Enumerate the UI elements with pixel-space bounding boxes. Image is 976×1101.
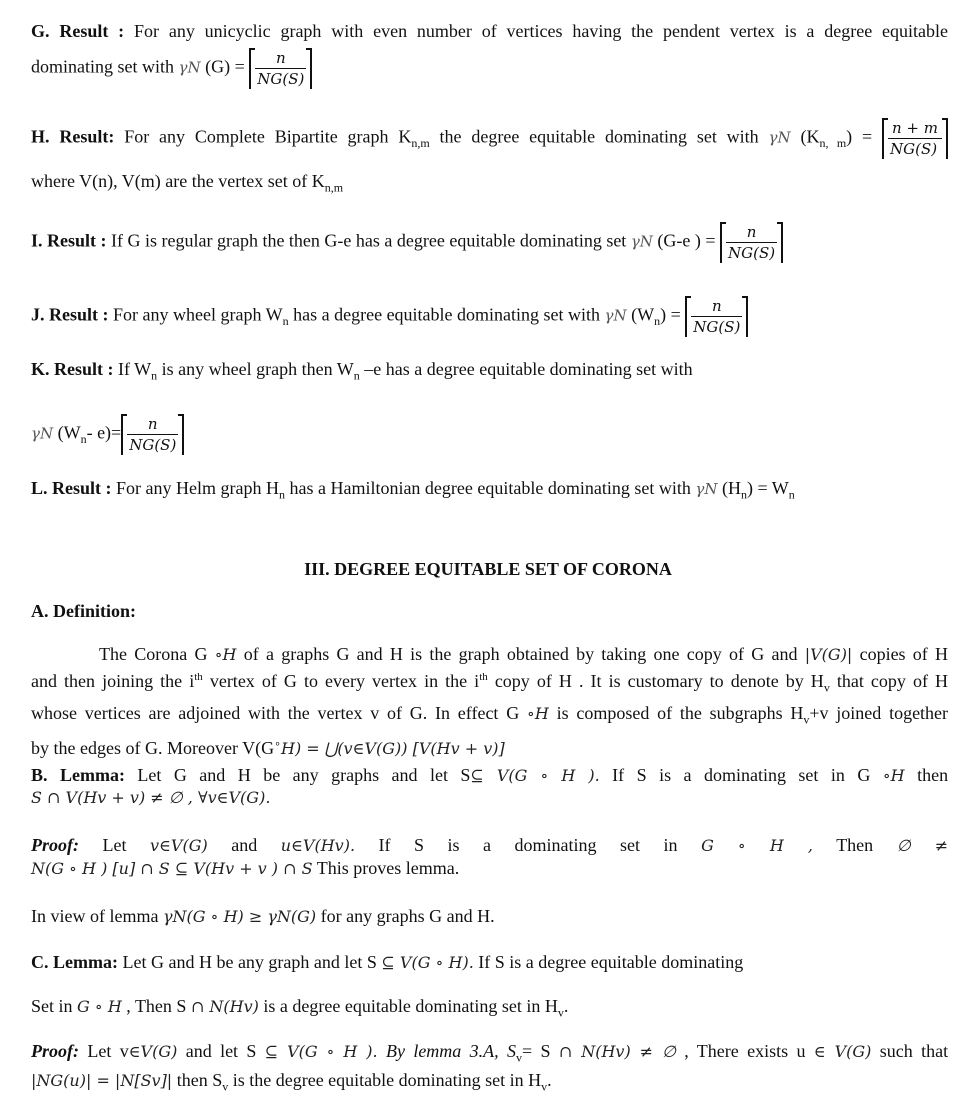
result-j-text: For any wheel graph W: [113, 304, 283, 325]
result-j: [31, 296, 948, 337]
math-expression: ⊆ V(G ∘ H ).: [264, 1042, 378, 1061]
text: Let G and H be any graph and let S: [122, 952, 377, 972]
fraction-numerator: n: [127, 414, 178, 435]
result-l-text2: has a Hamiltonian degree equitable dominating set with: [289, 478, 691, 498]
subscript: v: [803, 712, 810, 727]
math-expression: v∈V(G): [150, 836, 208, 855]
text: is a degree equitable dominating set in H: [263, 996, 558, 1016]
ceiling-fraction: [720, 222, 783, 263]
text: and: [231, 835, 258, 855]
subscript: v: [823, 680, 830, 695]
result-g-arg: (G) =: [205, 56, 245, 77]
math-expression: γN(G ∘ H) ≥ γN(G): [162, 907, 317, 926]
subscript: n: [278, 487, 285, 502]
lemma-c-line1: [31, 951, 948, 974]
result-k-text2: is any wheel graph then W: [161, 359, 354, 379]
fraction-numerator: n: [726, 222, 777, 243]
result-j-text2: has a degree equitable dominating set with: [293, 304, 601, 325]
gamma-symbol: γN: [630, 232, 653, 251]
result-k-line2: [31, 414, 948, 455]
math-expression: N(G ∘ H ) [u] ∩ S ⊆ V(Hv + v ) ∩ S: [31, 859, 313, 878]
section-heading: III. DEGREE EQUITABLE SET OF CORONA: [304, 559, 672, 579]
text: that copy of H: [836, 671, 949, 691]
result-l: [31, 477, 948, 506]
text: such that: [879, 1041, 949, 1061]
result-g-text2: dominating set with: [31, 56, 174, 77]
gamma-symbol: γN: [178, 58, 201, 77]
proof-c: [31, 1040, 948, 1097]
result-k-argend: - e)=: [86, 422, 122, 443]
math-expression: |NG(u)| = |N[Sv]|: [31, 1070, 173, 1090]
result-i-arg: (G-e ) =: [657, 230, 716, 251]
text: by the edges of G. Moreover V(G: [31, 738, 275, 759]
result-h-argend: ) =: [846, 126, 873, 147]
result-h-line1: [31, 118, 948, 159]
result-k-line1: [31, 358, 948, 387]
text: copy of H . It is customary to denote by H: [494, 671, 824, 691]
text: Set in: [31, 996, 73, 1016]
math-expression: ∩ N(Hv): [190, 997, 259, 1016]
result-l-arg: (H: [721, 478, 741, 498]
subscript: n: [740, 487, 747, 502]
text: In view of lemma: [31, 906, 159, 926]
lemma-b-line2: S ∩ V(Hv + v) ≠ ∅ , ∀v∈V(G).: [31, 788, 271, 807]
in-view-statement: [31, 905, 948, 928]
fraction-denominator: NG(S): [890, 140, 938, 158]
math-expression: ∈ V(G): [813, 1042, 872, 1061]
result-i-text: If G is regular graph the then G-e has a degree equitable dominating set: [111, 230, 627, 251]
result-k-arg: (W: [57, 422, 81, 443]
lemma-c-label: C. Lemma:: [31, 952, 118, 972]
lemma-b-label: B. Lemma:: [31, 765, 125, 785]
fraction-numerator: n: [691, 296, 742, 317]
text: then: [917, 765, 949, 785]
result-j-argend: ) =: [660, 304, 681, 325]
superscript: th: [479, 671, 488, 683]
result-i-label: I. Result :: [31, 230, 107, 251]
definition-line3: [31, 702, 948, 731]
text: Let G and H be any graphs and let S: [137, 765, 471, 785]
union-expression: ⋃(v∈V(G)) [V(Hv + v)]: [324, 739, 505, 759]
lemma-b: [31, 764, 948, 809]
text: +v joined together: [809, 702, 949, 723]
subscript: n,m: [411, 136, 430, 151]
text: The Corona G: [99, 644, 208, 664]
result-h-label: H. Result:: [31, 126, 115, 147]
subscript: n,m: [324, 180, 344, 195]
text: = S: [522, 1041, 551, 1061]
fraction-denominator: NG(S): [257, 70, 305, 88]
definition-paragraph: [31, 643, 948, 760]
result-l-label: L. Result :: [31, 478, 112, 498]
math-expression: ∅ ≠: [896, 836, 949, 855]
text: for any graphs G and H.: [320, 906, 495, 926]
result-l-argend: ) = W: [746, 478, 789, 498]
text: and then joining the i: [31, 671, 195, 691]
text: then S: [176, 1069, 223, 1090]
text: , There exists u: [684, 1041, 806, 1061]
math-expression: G ∘ H ,: [701, 836, 813, 855]
text: is composed of the subgraphs H: [556, 702, 804, 723]
proof-label: Proof:: [31, 835, 79, 855]
text: of a graphs G and H is the graph obtained by taking one copy of G and: [243, 644, 798, 664]
ceiling-fraction: [121, 414, 184, 455]
subscript: n: [788, 487, 795, 502]
corona-operator: ∘H: [527, 703, 549, 723]
fraction-denominator: NG(S): [693, 318, 741, 336]
text: whose vertices are adjoined with the vertex v of G. In effect G: [31, 702, 520, 723]
definition-line1: [31, 643, 948, 666]
text: , Then S: [126, 996, 187, 1016]
result-k-label: K. Result :: [31, 359, 114, 379]
subscript: v: [557, 1005, 564, 1020]
math-expression: G ∘ H: [77, 997, 122, 1016]
definition-line2: [31, 666, 948, 699]
result-h-text: For any Complete Bipartite graph K: [124, 126, 412, 147]
result-h-where: where V(n), V(m) are the vertex set of K: [31, 171, 325, 191]
gamma-symbol: γN: [31, 424, 54, 443]
corona-operator: ∘H: [214, 645, 237, 664]
fraction-denominator: NG(S): [129, 436, 177, 454]
result-l-text: For any Helm graph H: [116, 478, 279, 498]
math-expression: ∈V(G): [128, 1042, 178, 1061]
subscript: v: [516, 1050, 522, 1065]
text: If S is a dominating set in: [378, 835, 678, 855]
superscript: th: [194, 671, 203, 683]
text: .: [547, 1069, 552, 1090]
subscript: v: [222, 1079, 229, 1094]
gamma-symbol: γN: [768, 128, 791, 147]
proof-label: Proof:: [31, 1041, 79, 1061]
text: Let: [102, 835, 127, 855]
result-j-label: J. Result :: [31, 304, 109, 325]
result-g-text: For any unicyclic graph with even number of vertices having the pendent vertex is a degree equitable: [134, 21, 948, 41]
proof-b-line1: [31, 834, 948, 857]
text: copies of H: [859, 644, 949, 664]
result-g-label: G. Result :: [31, 21, 125, 41]
math-expression: H) =: [281, 739, 320, 759]
subscript: n: [654, 314, 661, 329]
math-expression: u∈V(Hv).: [280, 836, 356, 855]
definition-label: A. Definition:: [31, 601, 136, 621]
fraction-numerator: n: [255, 48, 306, 69]
lemma-b-line1: [31, 764, 948, 787]
result-h-line2: [31, 170, 948, 199]
result-g-line1: [31, 20, 948, 42]
result-j-arg: (W: [631, 304, 655, 325]
text: vertex of G to every vertex in the i: [209, 671, 480, 691]
subscript: n: [80, 432, 87, 447]
text: If S is a dominating set in G: [612, 765, 871, 785]
result-k-text3: –e has a degree equitable dominating set with: [364, 359, 693, 379]
result-g-line2: [31, 48, 948, 89]
gamma-symbol: γN: [695, 480, 718, 498]
gamma-symbol: γN: [604, 306, 627, 325]
proof-b: [31, 834, 948, 880]
text: By lemma 3.A, S: [385, 1041, 516, 1061]
math-expression: ∩ N(Hv) ≠ ∅: [558, 1042, 676, 1061]
subscript: n: [151, 368, 158, 383]
text: If S is a degree equitable dominating: [478, 952, 744, 972]
subscript: v: [541, 1079, 548, 1094]
math-expression: ⊆ V(G ∘ H ).: [470, 766, 600, 785]
subscript: n: [282, 314, 289, 329]
subscript: n, m: [819, 136, 847, 151]
proof-c-line2: [31, 1069, 948, 1098]
text: is the degree equitable dominating set in H: [232, 1069, 542, 1090]
math-expression: ∘H: [882, 766, 905, 785]
ceiling-fraction: [882, 118, 948, 159]
subscript: n: [353, 368, 360, 383]
text: Let v: [87, 1041, 129, 1061]
fraction-numerator: n + m: [888, 118, 942, 139]
ceiling-fraction: [685, 296, 748, 337]
lemma-c-line2: [31, 995, 948, 1024]
text: .: [563, 996, 569, 1016]
math-expression: ⊆ V(G ∘ H).: [381, 953, 474, 972]
definition-line4: by the edges of G. Moreover V(G∘H) = ⋃(v∈V(G)) [V(Hv + v)]: [31, 738, 505, 759]
fraction-denominator: NG(S): [728, 244, 776, 262]
result-k-text: If W: [118, 359, 152, 379]
text: Then: [836, 835, 874, 855]
result-h-arg: (K: [800, 126, 820, 147]
math-expression: |V(G)|: [804, 645, 853, 664]
proof-c-line1: [31, 1040, 948, 1069]
result-h-text2: the degree equitable dominating set with: [439, 126, 759, 147]
proof-b-line2: [31, 857, 948, 880]
ceiling-fraction: [249, 48, 312, 89]
text: and let S: [185, 1041, 257, 1061]
result-i: [31, 222, 948, 263]
text: This proves lemma.: [316, 858, 460, 878]
